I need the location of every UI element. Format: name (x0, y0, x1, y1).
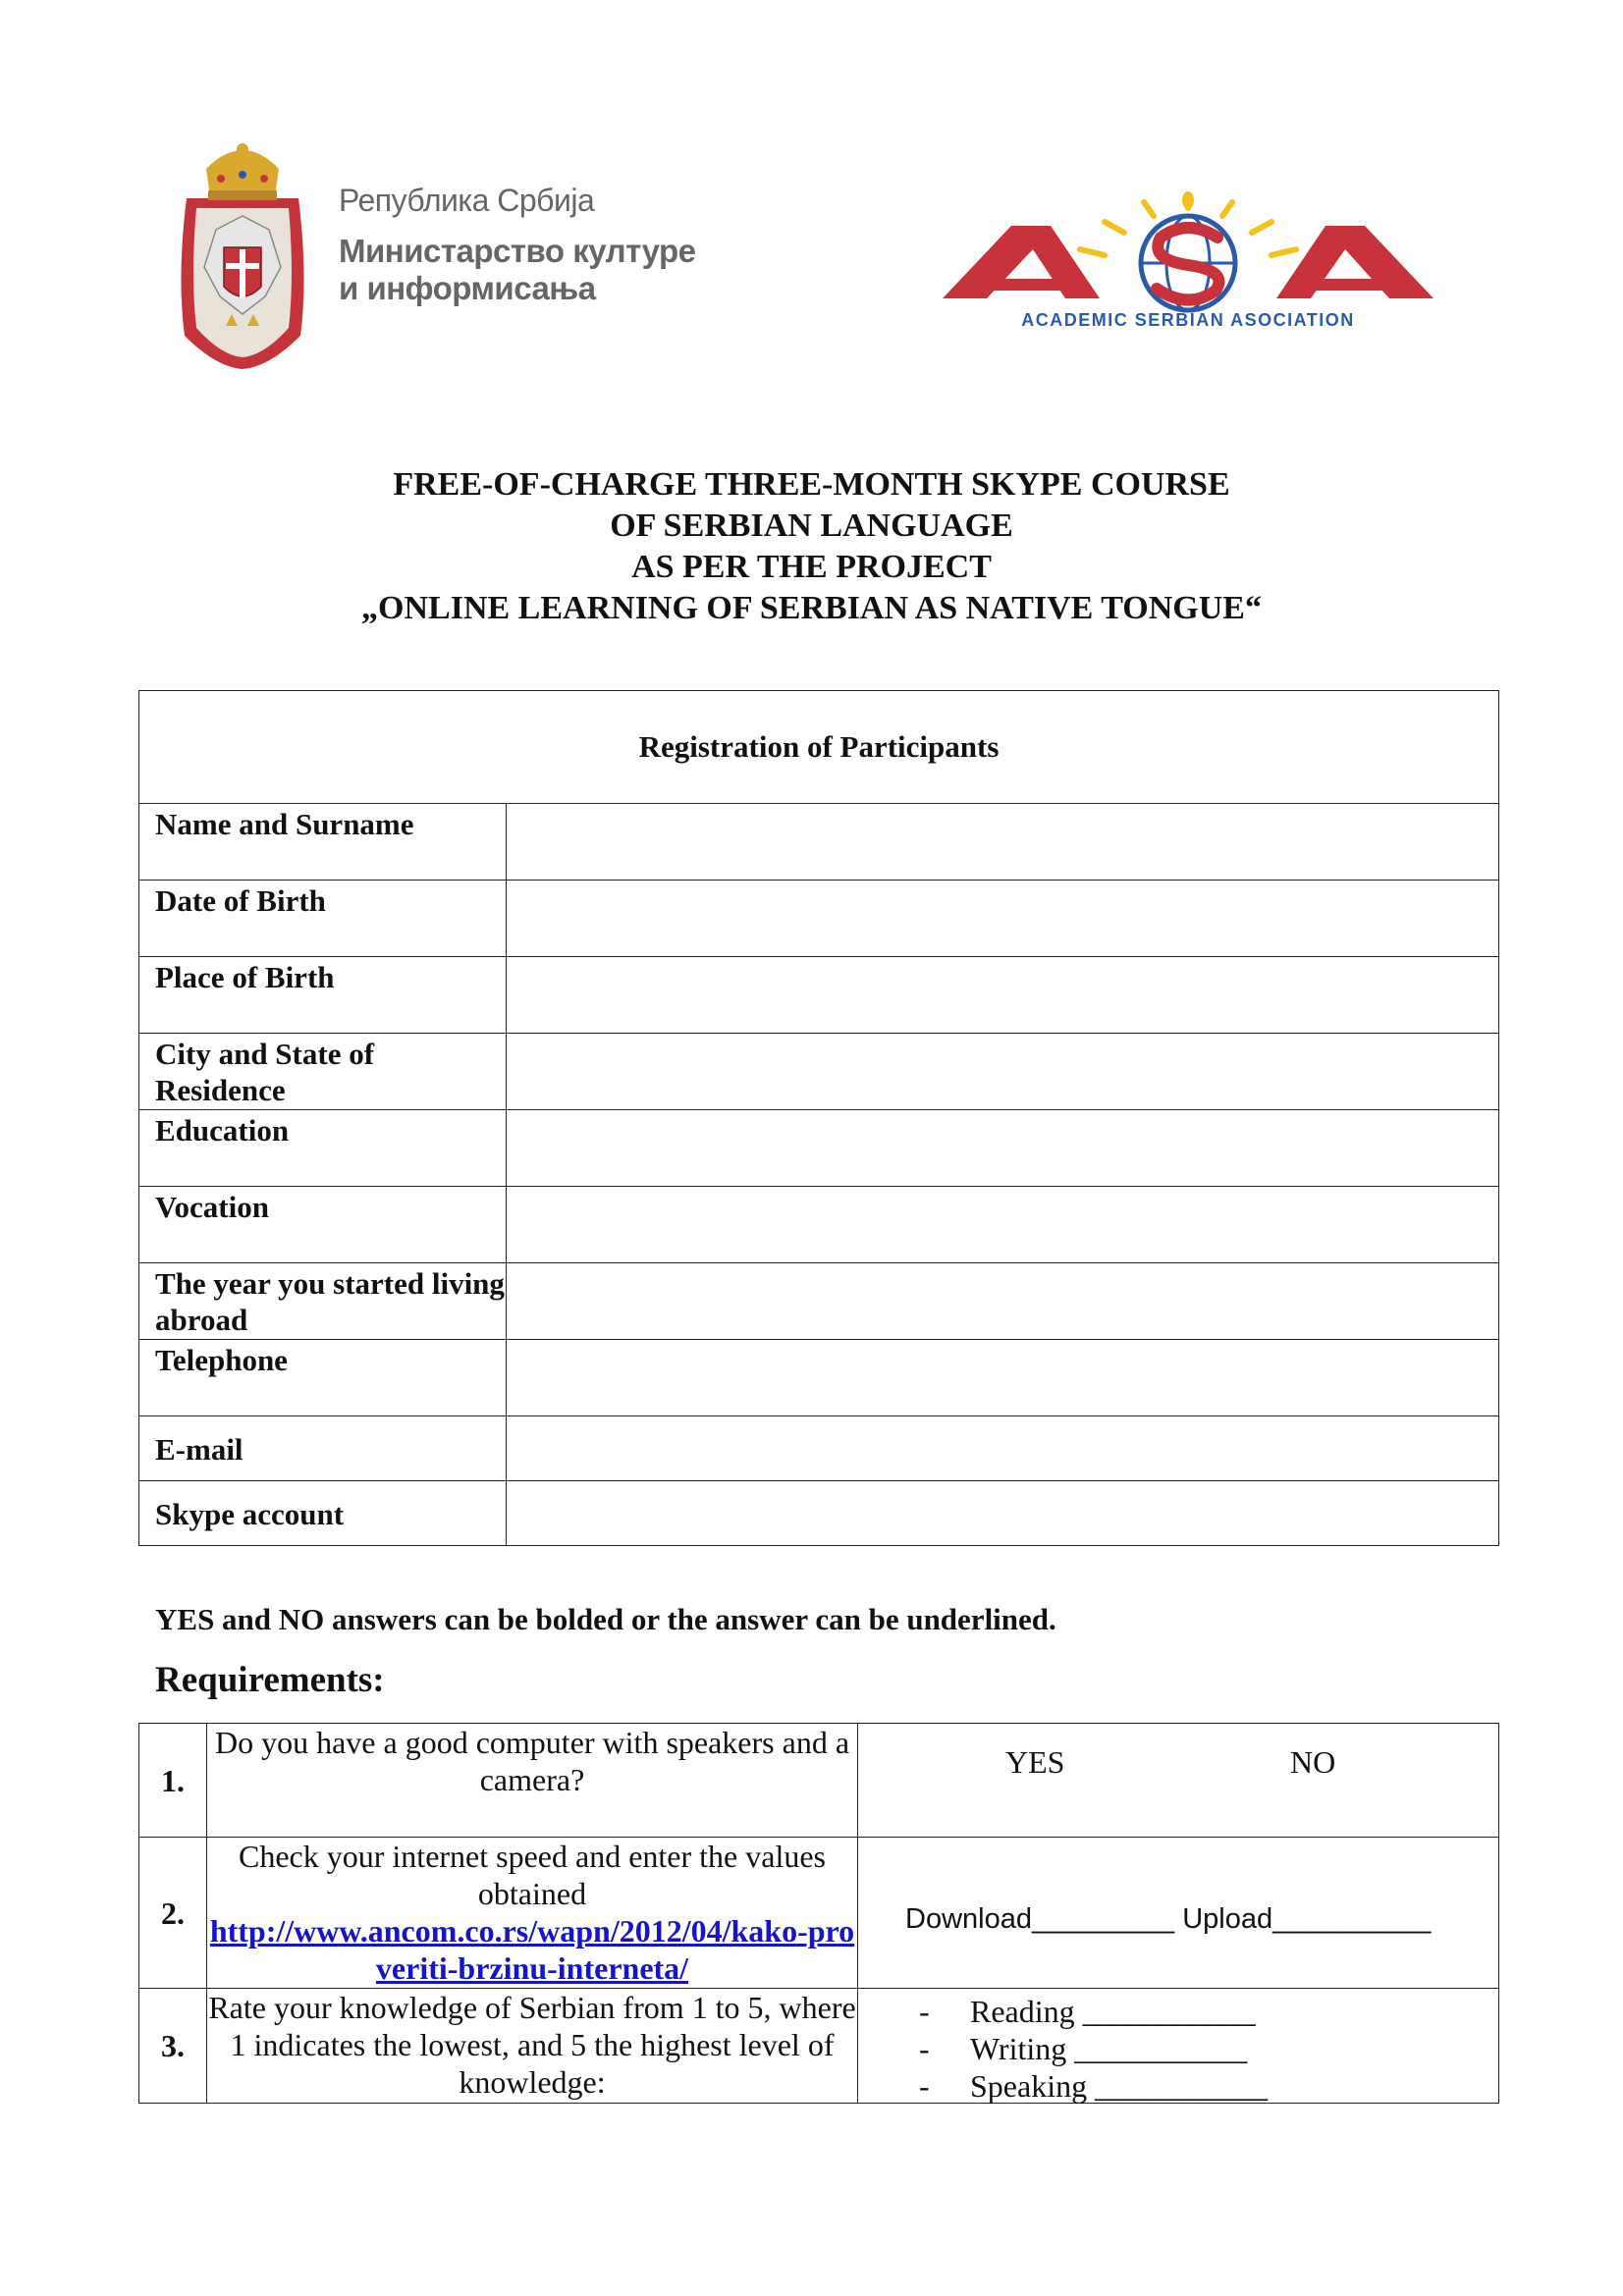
ministry-text-block (339, 182, 696, 307)
field-label-place-of-birth: Place of Birth (139, 957, 507, 1034)
asa-subtitle: ACADEMIC SERBIAN ASOCIATION (1021, 310, 1355, 330)
requirements-table (138, 1723, 1499, 2104)
serbian-coat-of-arms-icon (177, 139, 308, 371)
field-input-vocation[interactable] (507, 1187, 1499, 1263)
field-label-date-of-birth: Date of Birth (139, 881, 507, 957)
answer-instruction-note: YES and NO answers can be bolded or the answer can be underlined. (155, 1602, 1056, 1636)
field-label-email: E-mail (139, 1416, 507, 1481)
field-label-skype: Skype account (139, 1481, 507, 1546)
field-input-date-of-birth[interactable] (507, 881, 1499, 957)
field-label-year-abroad: The year you started living abroad (139, 1263, 507, 1340)
list-item[interactable]: - Reading ___________ (919, 1994, 1256, 2029)
yes-option[interactable]: YES (1005, 1744, 1065, 1780)
ministry-line2: Министарство културе (339, 233, 696, 269)
field-label-vocation: Vocation (139, 1187, 507, 1263)
requirement-number: 1. (139, 1724, 207, 1838)
list-item[interactable]: - Writing ___________ (919, 2031, 1248, 2066)
requirement-question: Rate your knowledge of Serbian from 1 to 5, where 1 indicates the lowest, and 5 the highest level of knowledge: (207, 1989, 858, 2104)
registration-table (138, 690, 1499, 1546)
field-input-residence[interactable] (507, 1034, 1499, 1110)
speed-test-link[interactable]: http://www.ancom.co.rs/wapn/2012/04/kako-proveriti-brzinu-interneta/ (209, 1913, 855, 1986)
no-option[interactable]: NO (1290, 1744, 1336, 1780)
field-label-residence: City and State of Residence (139, 1034, 507, 1110)
requirement-number: 3. (139, 1989, 207, 2104)
speed-question-text: Check your internet speed and enter the values obtained (239, 1839, 826, 1911)
document-title (0, 464, 1623, 629)
registration-heading: Registration of Participants (139, 691, 1499, 804)
title-line4: „ONLINE LEARNING OF SERBIAN AS NATIVE TONGUE“ (361, 590, 1262, 626)
field-input-skype[interactable] (507, 1481, 1499, 1546)
ministry-line3: и информисања (339, 270, 596, 306)
knowledge-rating-list (919, 1993, 1268, 2105)
field-label-education: Education (139, 1110, 507, 1187)
field-input-year-abroad[interactable] (507, 1263, 1499, 1340)
requirements-heading: Requirements: (155, 1660, 385, 1700)
title-line3: AS PER THE PROJECT (631, 549, 992, 585)
field-input-name[interactable] (507, 804, 1499, 881)
field-input-education[interactable] (507, 1110, 1499, 1187)
list-item[interactable]: - Speaking ___________ (919, 2068, 1269, 2104)
requirement-answer-cell (858, 1838, 1499, 1989)
upload-field[interactable]: Upload__________ (1182, 1903, 1432, 1935)
field-input-telephone[interactable] (507, 1340, 1499, 1416)
requirement-number: 2. (139, 1838, 207, 1989)
title-line2: OF SERBIAN LANGUAGE (610, 507, 1013, 544)
field-input-place-of-birth[interactable] (507, 957, 1499, 1034)
ministry-line1: Република Србија (339, 183, 595, 218)
download-field[interactable]: Download_________ (905, 1903, 1175, 1935)
title-line1: FREE-OF-CHARGE THREE-MONTH SKYPE COURSE (393, 466, 1230, 503)
field-input-email[interactable] (507, 1416, 1499, 1481)
requirement-question (207, 1838, 858, 1989)
asa-logo-icon (943, 188, 1434, 331)
requirement-answer-cell (858, 1724, 1499, 1838)
requirement-answer-cell (858, 1989, 1499, 2104)
requirement-question: Do you have a good computer with speakers and a camera? (207, 1724, 858, 1838)
field-label-telephone: Telephone (139, 1340, 507, 1416)
field-label-name: Name and Surname (139, 804, 507, 881)
